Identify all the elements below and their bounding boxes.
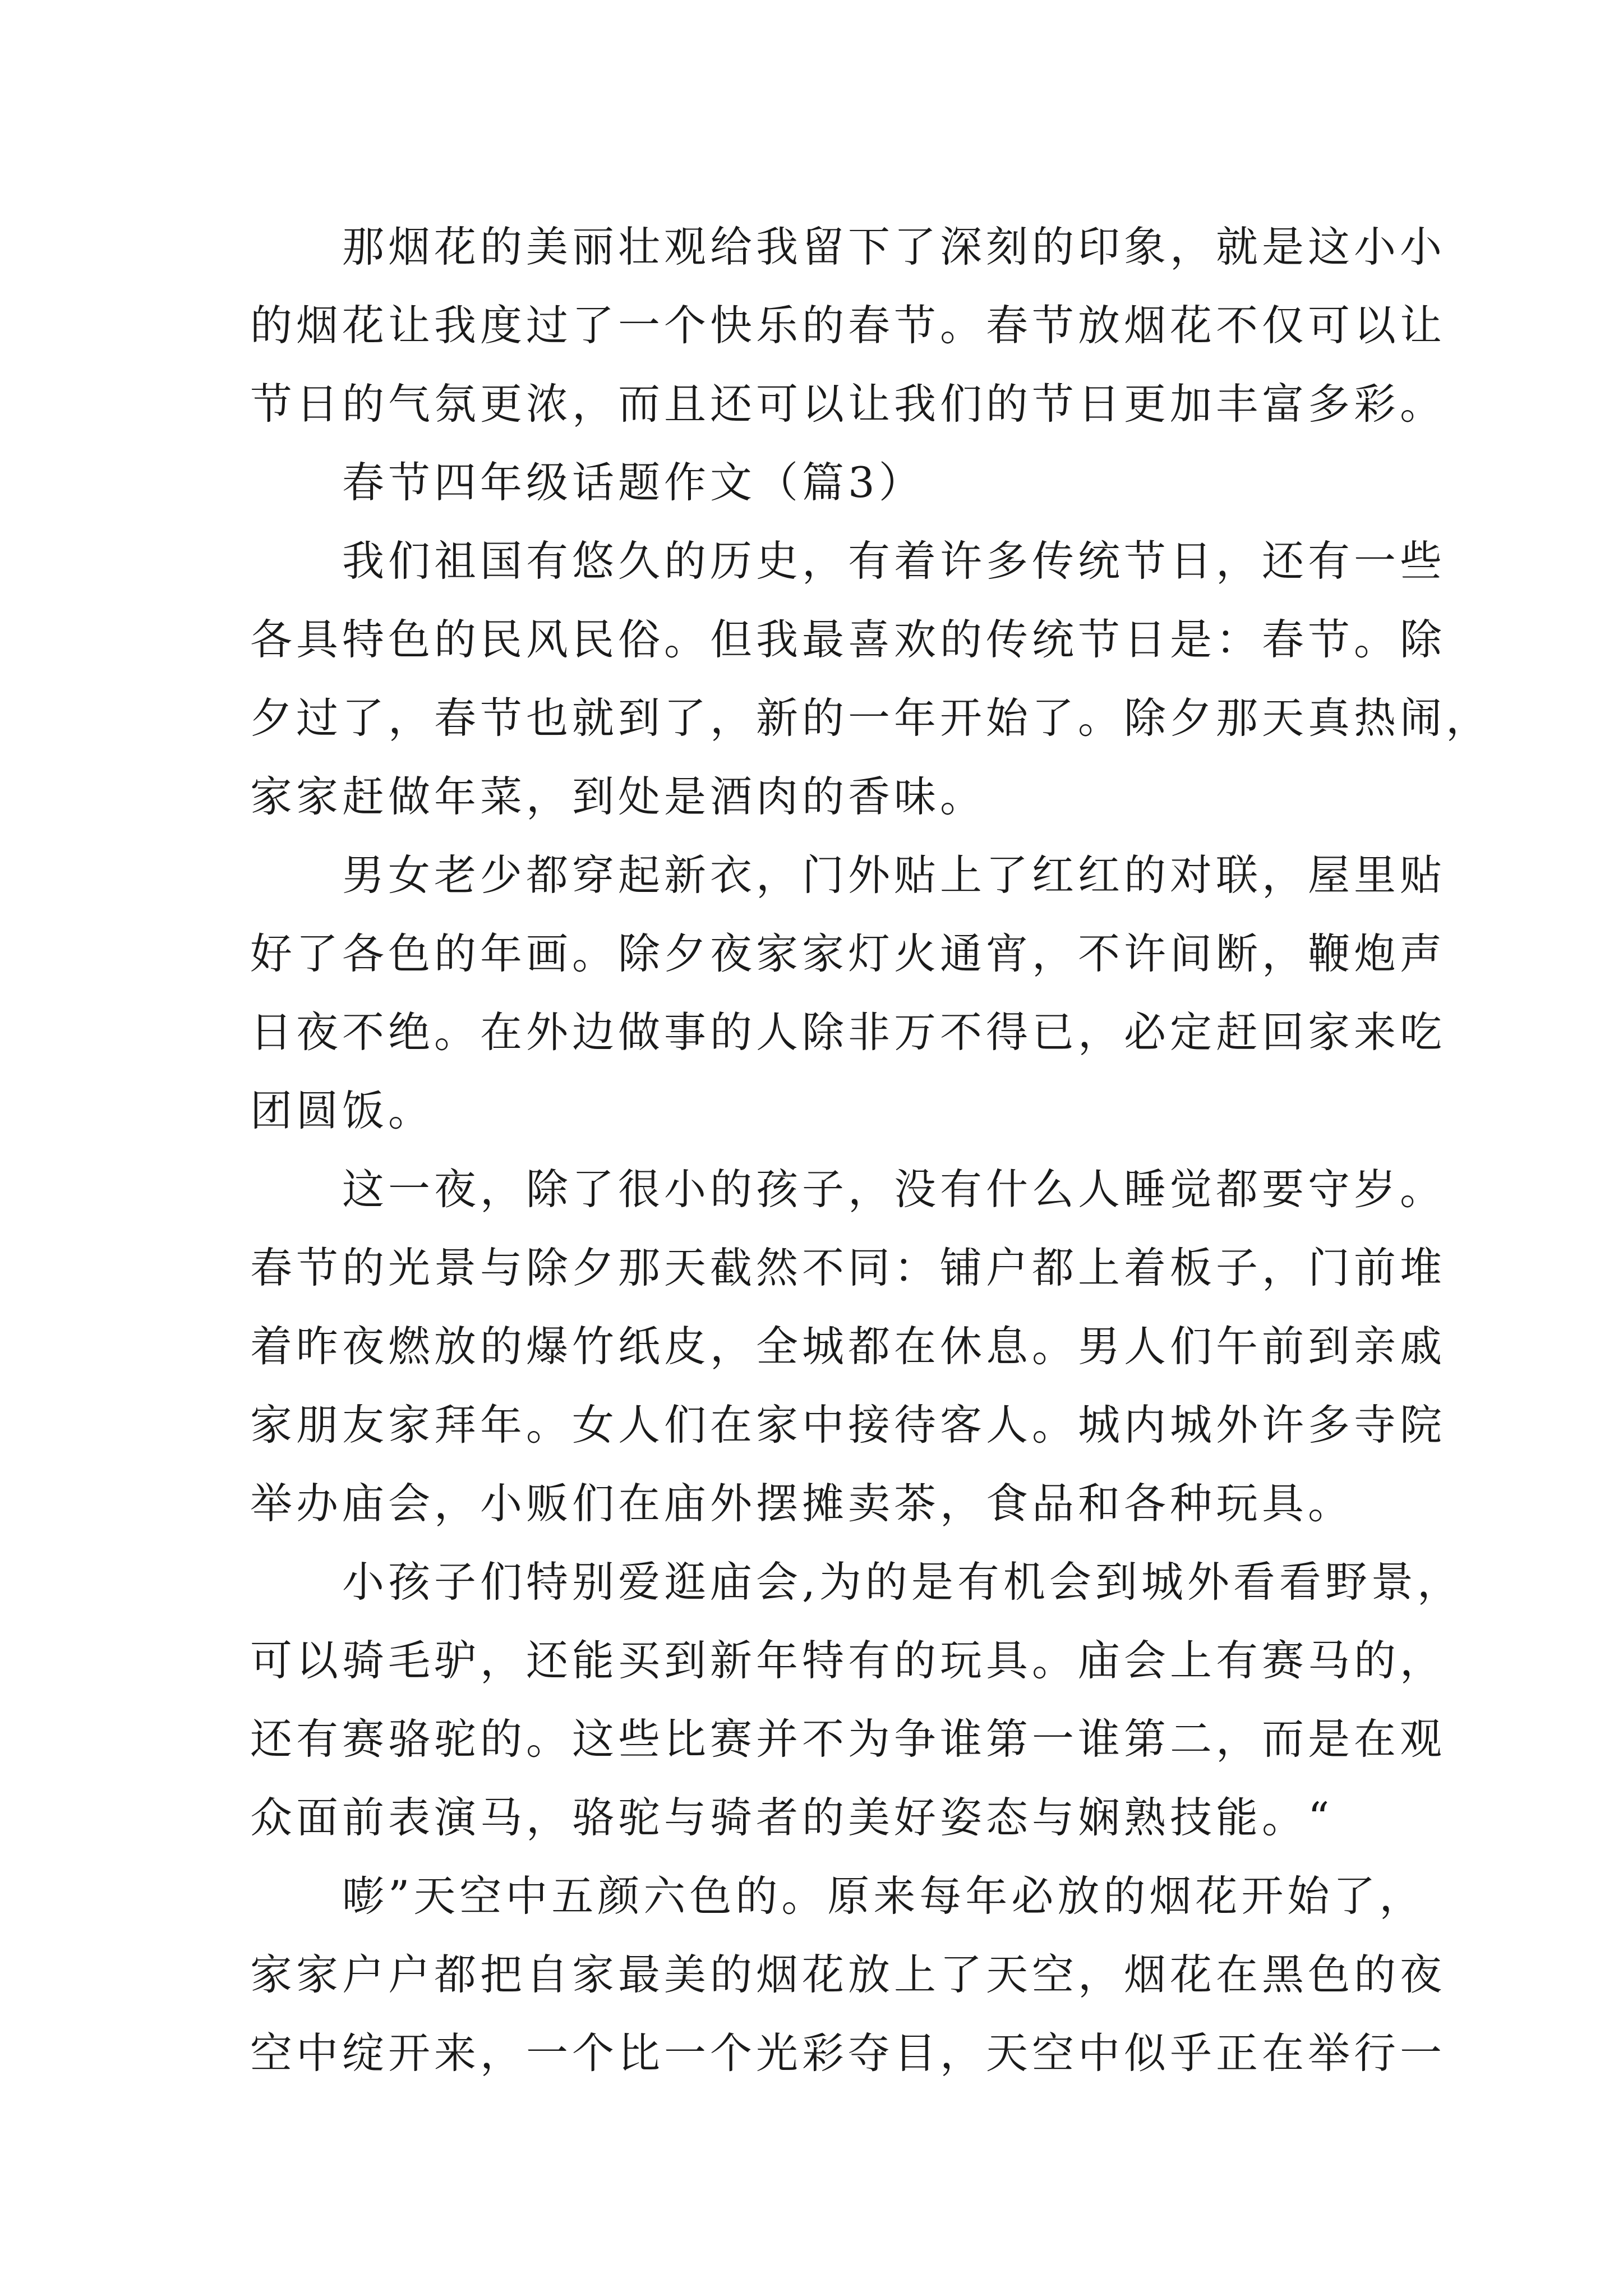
text-line: 节日的气氛更浓，而且还可以让我们的节日更加丰富多彩。 bbox=[250, 379, 1446, 429]
text-line: 空中绽开来，一个比一个光彩夺目，天空中似乎正在举行一 bbox=[250, 2028, 1446, 2078]
text-line: 可以骑毛驴，还能买到新年特有的玩具。庙会上有赛马的， bbox=[250, 1636, 1446, 1685]
essay-heading: 春节四年级话题作文（篇3） bbox=[342, 458, 925, 507]
text-line: 夕过了，春节也就到了，新的一年开始了。除夕那天真热闹， bbox=[250, 693, 1492, 743]
text-line: 还有赛骆驼的。这些比赛并不为争谁第一谁第二，而是在观 bbox=[250, 1714, 1446, 1764]
text-line: 家朋友家拜年。女人们在家中接待客人。城内城外许多寺院 bbox=[250, 1400, 1446, 1450]
text-line: 我们祖国有悠久的历史，有着许多传统节日，还有一些 bbox=[342, 536, 1446, 586]
text-line: 春节的光景与除夕那天截然不同：铺户都上着板子，门前堆 bbox=[250, 1243, 1446, 1292]
text-line: 那烟花的美丽壮观给我留下了深刻的印象，就是这小小 bbox=[342, 222, 1446, 272]
text-line: 的烟花让我度过了一个快乐的春节。春节放烟花不仅可以让 bbox=[250, 301, 1446, 350]
essay-body bbox=[250, 208, 1492, 2092]
text-line: 着昨夜燃放的爆竹纸皮，全城都在休息。男人们午前到亲戚 bbox=[250, 1322, 1446, 1371]
text-line: 举办庙会，小贩们在庙外摆摊卖茶，食品和各种玩具。 bbox=[250, 1479, 1354, 1528]
text-line: 家家户户都把自家最美的烟花放上了天空，烟花在黑色的夜 bbox=[250, 1950, 1446, 1999]
text-line: 团圆饭。 bbox=[250, 1086, 435, 1135]
text-line: 好了各色的年画。除夕夜家家灯火通宵，不许间断，鞭炮声 bbox=[250, 929, 1446, 978]
text-line: 嘭”天空中五颜六色的。原来每年必放的烟花开始了， bbox=[342, 1871, 1426, 1921]
text-line: 家家赶做年菜，到处是酒肉的香味。 bbox=[250, 772, 986, 821]
text-line: 这一夜，除了很小的孩子，没有什么人睡觉都要守岁。 bbox=[342, 1165, 1446, 1214]
text-line: 男女老少都穿起新衣，门外贴上了红红的对联，屋里贴 bbox=[342, 850, 1446, 900]
text-line: 小孩子们特别爱逛庙会,为的是有机会到城外看看野景， bbox=[342, 1557, 1463, 1607]
text-line: 众面前表演马，骆驼与骑者的美好姿态与娴熟技能。“ bbox=[250, 1793, 1334, 1842]
text-line: 各具特色的民风民俗。但我最喜欢的传统节日是：春节。除 bbox=[250, 615, 1446, 664]
text-line: 日夜不绝。在外边做事的人除非万不得已，必定赶回家来吃 bbox=[250, 1007, 1446, 1057]
